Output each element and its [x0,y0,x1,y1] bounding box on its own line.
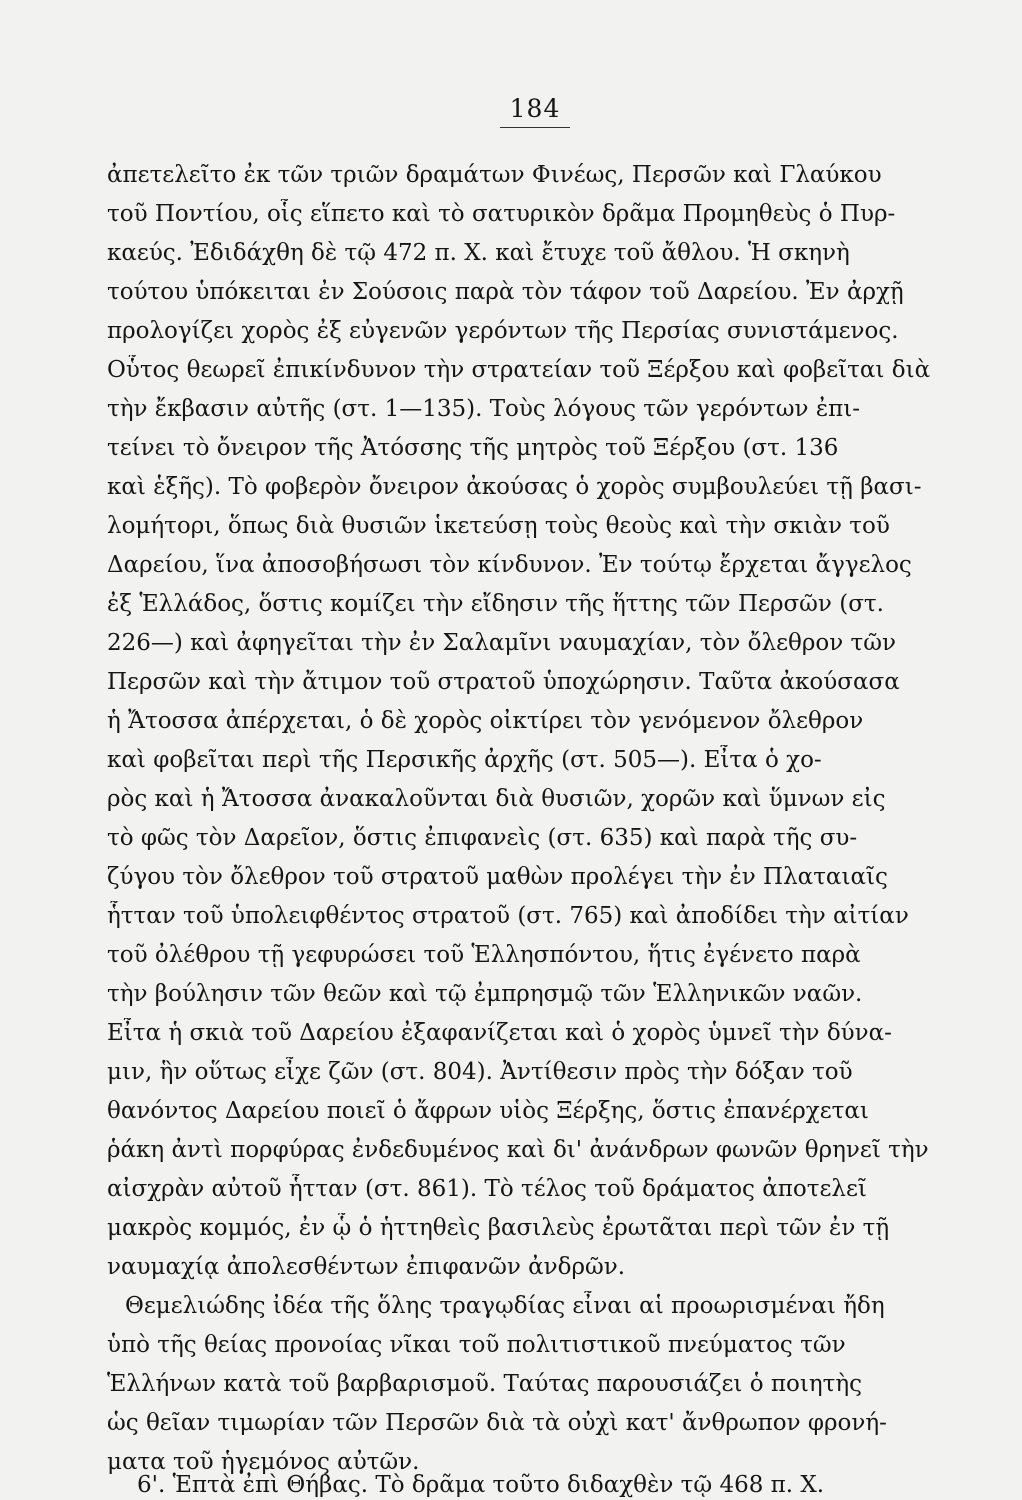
text-line: μακρὸς κομμός, ἐν ᾧ ὁ ἡττηθεὶς βασιλεὺς ἐρωτᾶται περὶ τῶν ἐν τῇ [107,1215,890,1241]
text-line: ἐξ Ἑλλάδος, ὅστις κομίζει τὴν εἴδησιν τῆς ἥττης τῶν Περσῶν (στ. [107,591,884,617]
text-line: Εἶτα ἡ σκιὰ τοῦ Δαρείου ἐξαφανίζεται καὶ ὁ χορὸς ὑμνεῖ τὴν δύνα- [107,1020,892,1046]
page-number-rule [500,127,570,128]
text-line: θανόντος Δαρείου ποιεῖ ὁ ἄφρων υἱὸς Ξέρξης, ὅστις ἐπανέρχεται [107,1098,869,1124]
text-line: ἡ Ἄτοσσα ἀπέρχεται, ὁ δὲ χορὸς οἰκτίρει τὸν γενόμενον ὄλεθρον [107,708,864,734]
text-line: Θεμελιώδης ἰδέα τῆς ὅλης τραγῳδίας εἶναι αἱ προωρισμέναι ἤδη [125,1293,885,1319]
text-line: ναυμαχίᾳ ἀπολεσθέντων ἐπιφανῶν ἀνδρῶν. [107,1254,626,1280]
text-line: μιν, ἣν οὕτως εἶχε ζῶν (στ. 804). Ἀντίθεσιν πρὸς τὴν δόξαν τοῦ [107,1059,853,1085]
text-line: τὴν βούλησιν τῶν θεῶν καὶ τῷ ἐμπρησμῷ τῶν Ἑλληνικῶν ναῶν. [107,981,863,1007]
text-line: τὸ φῶς τὸν Δαρεῖον, ὅστις ἐπιφανεὶς (στ. 635) καὶ παρὰ τῆς συ- [107,825,858,851]
text-line: Οὗτος θεωρεῖ ἐπικίνδυνον τὴν στρατείαν τοῦ Ξέρξου καὶ φοβεῖται διὰ [107,357,931,383]
text-line: τούτου ὑπόκειται ἐν Σούσοις παρὰ τὸν τάφον τοῦ Δαρείου. Ἐν ἀρχῇ [107,279,904,305]
text-line: αἰσχρὰν αὐτοῦ ἧτταν (στ. 861). Τὸ τέλος τοῦ δράματος ἀποτελεῖ [107,1176,867,1202]
text-line: ὡς θεῖαν τιμωρίαν τῶν Περσῶν διὰ τὰ οὐχὶ κατ' ἄνθρωπον φρονή- [107,1410,887,1436]
text-line: ῥάκη ἀντὶ πορφύρας ἐνδεδυμένος καὶ δι' ἀνάνδρων φωνῶν θρηνεῖ τὴν [107,1137,929,1163]
text-line: λομήτορι, ὅπως διὰ θυσιῶν ἱκετεύσῃ τοὺς θεοὺς καὶ τὴν σκιὰν τοῦ [107,513,890,539]
text-line: τοῦ ὀλέθρου τῇ γεφυρώσει τοῦ Ἑλλησπόντου, ἥτις ἐγένετο παρὰ [107,942,861,968]
text-line: ζύγου τὸν ὄλεθρον τοῦ στρατοῦ μαθὼν προλέγει τὴν ἐν Πλαταιαῖς [107,864,888,890]
text-line: Δαρείου, ἵνα ἀποσοβήσωσι τὸν κίνδυνον. Ἐν τούτῳ ἔρχεται ἄγγελος [107,552,912,578]
text-line: τείνει τὸ ὄνειρον τῆς Ἀτόσσης τῆς μητρὸς τοῦ Ξέρξου (στ. 136 [107,435,839,461]
text-line: καεύς. Ἐδιδάχθη δὲ τῷ 472 π. Χ. καὶ ἔτυχε τοῦ ἄθλου. Ἡ σκηνὴ [107,240,850,266]
section-heading-line: 6'. Ἑπτὰ ἐπὶ Θήβας. Τὸ δρᾶμα τοῦτο διδαχθὲν τῷ 468 π. Χ. [137,1472,825,1498]
text-line: ἀπετελεῖτο ἐκ τῶν τριῶν δραμάτων Φινέως, Περσῶν καὶ Γλαύκου [107,162,882,188]
text-line: καὶ φοβεῖται περὶ τῆς Περσικῆς ἀρχῆς (στ. 505—). Εἶτα ὁ χο- [107,747,822,773]
text-line: τοῦ Ποντίου, οἷς εἵπετο καὶ τὸ σατυρικὸν δρᾶμα Προμηθεὺς ὁ Πυρ- [107,201,896,227]
text-line: ὑπὸ τῆς θείας προνοίας νῖκαι τοῦ πολιτιστικοῦ πνεύματος τῶν [107,1332,846,1358]
page-number: 184 [509,94,561,123]
text-line: προλογίζει χορὸς ἐξ εὐγενῶν γερόντων τῆς Περσίας συνιστάμενος. [107,318,899,344]
text-line: τὴν ἔκβασιν αὐτῆς (στ. 1—135). Τοὺς λόγους τῶν γερόντων ἐπι- [107,396,861,422]
text-line: καὶ ἑξῆς). Τὸ φοβερὸν ὄνειρον ἀκούσας ὁ χορὸς συμβουλεύει τῇ βασι- [107,474,922,500]
text-line: 226—) καὶ ἀφηγεῖται τὴν ἐν Σαλαμῖνι ναυμαχίαν, τὸν ὄλεθρον τῶν [107,630,896,656]
text-line: Περσῶν καὶ τὴν ἄτιμον τοῦ στρατοῦ ὑποχώρησιν. Ταῦτα ἀκούσασα [107,669,900,695]
text-line: ρὸς καὶ ἡ Ἄτοσσα ἀνακαλοῦνται διὰ θυσιῶν, χορῶν καὶ ὕμνων εἰς [107,786,886,812]
text-line: ματα τοῦ ἡγεμόνος αὐτῶν. [107,1449,420,1475]
text-line: ἧτταν τοῦ ὑπολειφθέντος στρατοῦ (στ. 765) καὶ ἀποδίδει τὴν αἰτίαν [107,903,909,929]
text-line: Ἑλλήνων κατὰ τοῦ βαρβαρισμοῦ. Ταύτας παρουσιάζει ὁ ποιητὴς [107,1371,863,1397]
